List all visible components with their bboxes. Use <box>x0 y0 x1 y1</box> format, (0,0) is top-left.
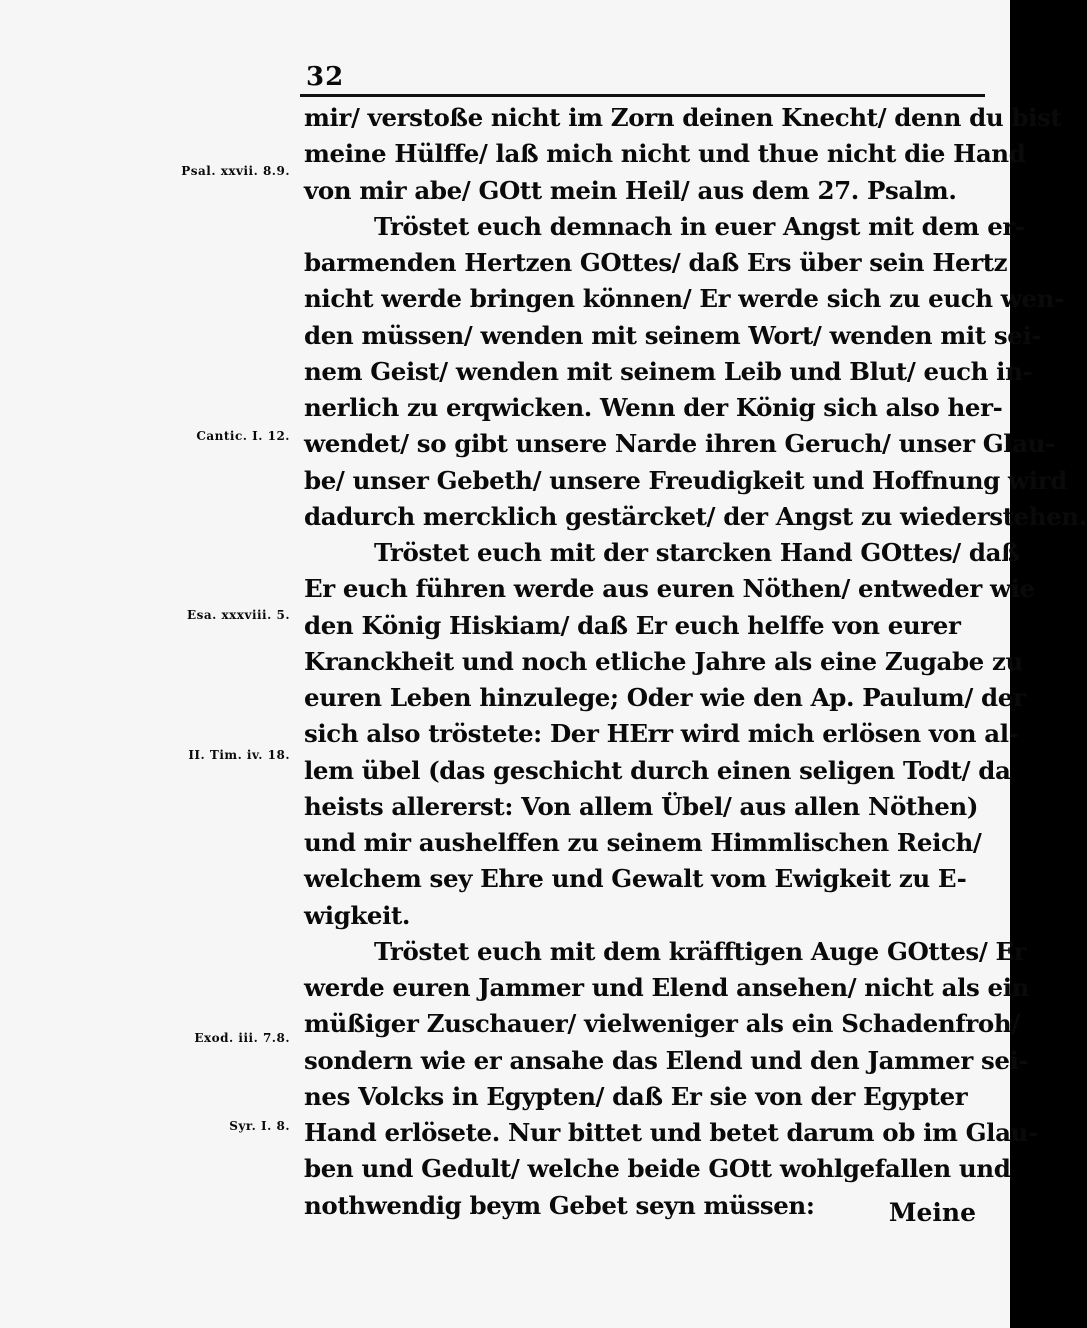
text-line: den müssen/ wenden mit seinem Wort/ wenden mit sei- <box>304 320 1042 350</box>
body-text <box>304 100 1087 1224</box>
text-line: barmenden Hertzen GOttes/ daß Ers über sein Hertz <box>304 248 1008 277</box>
text-line: dadurch mercklich gestärcket/ der Angst zu wiederstehen. <box>304 501 1087 531</box>
text-line: den König Hiskiam/ daß Er euch helffe von eurer <box>304 610 961 640</box>
margin-note-exodus: Exod. iii. 7.8. <box>194 1031 290 1045</box>
margin-note-canticles: Cantic. I. 12. <box>196 429 290 443</box>
text-line: lem übel (das geschicht durch einen seligen Todt/ da <box>304 755 1011 785</box>
text-line: sich also tröstete: Der HErr wird mich erlösen von al- <box>304 719 1019 749</box>
text-line: nem Geist/ wenden mit seinem Leib und Blut/ euch in- <box>304 356 1033 386</box>
text-line: Er euch führen werde aus euren Nöthen/ entweder wie <box>304 574 1035 604</box>
paragraph-start-line: Tröstet euch mit dem kräfftigen Auge GOttes/ Er <box>374 936 1027 966</box>
margin-note-sirach: Syr. I. 8. <box>229 1119 290 1133</box>
catchword: Meine <box>888 1198 976 1227</box>
text-line: müßiger Zuschauer/ vielweniger als ein Schadenfroh/ <box>304 1009 1020 1039</box>
text-line: nerlich zu erqwicken. Wenn der König sich also her- <box>304 393 1003 422</box>
paragraph-start-line: Tröstet euch mit der starcken Hand GOttes/ daß <box>374 538 1020 567</box>
header-rule <box>300 94 985 97</box>
margin-note-timothy: II. Tim. iv. 18. <box>188 748 290 762</box>
margin-note-psalm: Psal. xxvii. 8.9. <box>181 164 290 178</box>
text-line: meine Hülffe/ laß mich nicht und thue nicht die Hand <box>304 139 1026 169</box>
margin-note-isaiah: Esa. xxxviii. 5. <box>186 608 290 622</box>
text-line: ben und Gedult/ welche beide GOtt wohlgefallen und <box>304 1154 1011 1184</box>
text-line: nes Volcks in Egypten/ daß Er sie von der Egypter <box>304 1081 968 1111</box>
text-line: welchem sey Ehre und Gewalt vom Ewigkeit zu E- <box>304 864 967 894</box>
text-line: wigkeit. <box>304 900 411 930</box>
text-line: nothwendig beym Gebet seyn müssen: <box>304 1190 815 1220</box>
paragraph-start-line: Tröstet euch demnach in euer Angst mit dem er- <box>374 211 1025 241</box>
text-line: von mir abe/ GOtt mein Heil/ aus dem 27. Psalm. <box>304 175 957 205</box>
text-line: be/ unser Gebeth/ unsere Freudigkeit und Hoffnung wird <box>304 465 1067 495</box>
text-line: Kranckheit und noch etliche Jahre als eine Zugabe zu <box>304 646 1023 676</box>
text-line: und mir aushelffen zu seinem Himmlischen Reich/ <box>304 828 982 857</box>
text-line: sondern wie er ansahe das Elend und den Jammer sei- <box>304 1045 1029 1075</box>
text-line: Hand erlösete. Nur bittet und betet darum ob im Glau- <box>304 1118 1038 1147</box>
text-line: euren Leben hinzulege; Oder wie den Ap. Paulum/ der <box>304 683 1026 712</box>
text-line: mir/ verstoße nicht im Zorn deinen Knecht/ denn du bist <box>304 103 1062 132</box>
text-line: wendet/ so gibt unsere Narde ihren Geruch/ unser Glau- <box>304 429 1055 459</box>
page-number: 32 <box>306 62 345 92</box>
text-line: heists allererst: Von allem Übel/ aus allen Nöthen) <box>304 791 979 821</box>
text-line: nicht werde bringen können/ Er werde sich zu euch wen- <box>304 284 1064 314</box>
text-line: werde euren Jammer und Elend ansehen/ nicht als ein <box>304 973 1030 1002</box>
